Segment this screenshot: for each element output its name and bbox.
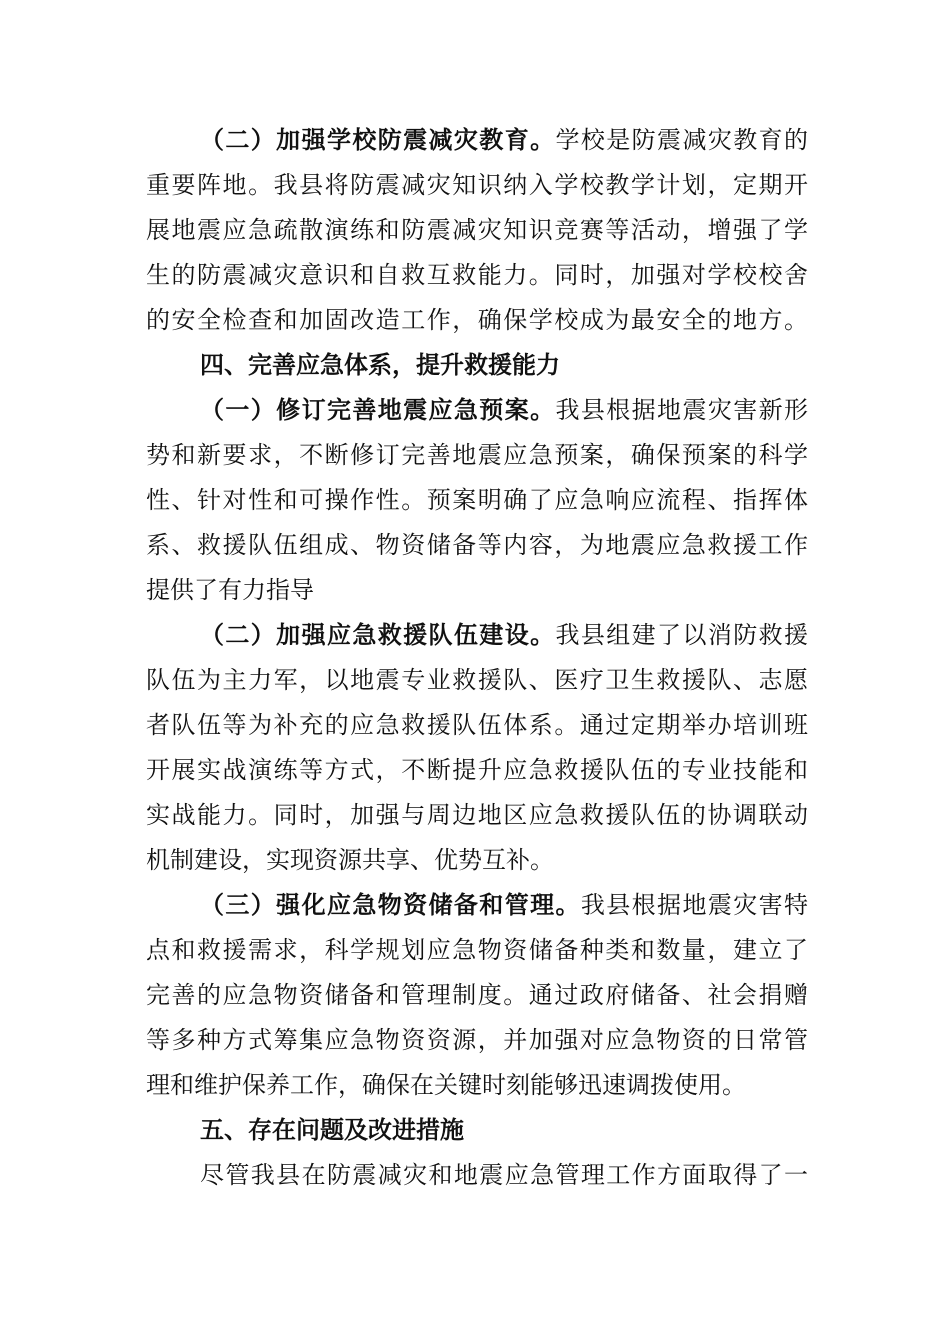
body-line: 生的防震减灾意识和自救互救能力。同时，加强对学校校舍 (146, 261, 808, 289)
subsection-title: （二）加强学校防震减灾教育。 (200, 125, 556, 154)
subsection-heading-school-education (200, 125, 808, 155)
body-line: 队伍为主力军，以地震专业救援队、医疗卫生救援队、志愿 (146, 666, 808, 694)
subsection-heading-rescue-teams (200, 620, 808, 650)
body-line: 性、针对性和可操作性。预案明确了应急响应流程、指挥体 (146, 486, 808, 514)
subsection-heading-emergency-plan (200, 395, 808, 425)
body-line: 机制建设，实现资源共享、优势互补。 (146, 846, 554, 874)
body-line: 理和维护保养工作，确保在关键时刻能够迅速调拨使用。 (146, 1071, 746, 1099)
body-text: 我县根据地震灾害新形 (555, 396, 808, 424)
body-text: 我县根据地震灾害特 (580, 891, 808, 919)
body-line: 展地震应急疏散演练和防震减灾知识竞赛等活动，增强了学 (146, 216, 808, 244)
body-text: 我县组建了以消防救援 (555, 621, 808, 649)
subsection-title: （三）强化应急物资储备和管理。 (200, 890, 581, 919)
body-line: 的安全检查和加固改造工作，确保学校成为最安全的地方。 (146, 306, 808, 334)
body-line: 点和救援需求，科学规划应急物资储备种类和数量，建立了 (146, 936, 808, 964)
body-line: 实战能力。同时，加强与周边地区应急救援队伍的协调联动 (146, 801, 808, 829)
body-line: 者队伍等为补充的应急救援队伍体系。通过定期举办培训班 (146, 711, 808, 739)
body-line: 系、救援队伍组成、物资储备等内容，为地震应急救援工作 (146, 531, 808, 559)
body-line: 开展实战演练等方式，不断提升应急救援队伍的专业技能和 (146, 756, 808, 784)
body-line: 尽管我县在防震减灾和地震应急管理工作方面取得了一 (200, 1161, 808, 1189)
body-text: 学校是防震减灾教育的 (555, 126, 808, 154)
section-heading-four: 四、完善应急体系，提升救援能力 (200, 351, 560, 379)
body-line: 等多种方式筹集应急物资资源，并加强对应急物资的日常管 (146, 1026, 808, 1054)
body-line: 重要阵地。我县将防震减灾知识纳入学校教学计划，定期开 (146, 171, 808, 199)
subsection-title: （二）加强应急救援队伍建设。 (200, 620, 556, 649)
section-heading-five: 五、存在问题及改进措施 (200, 1116, 464, 1144)
body-line: 势和新要求，不断修订完善地震应急预案，确保预案的科学 (146, 441, 808, 469)
body-line: 提供了有力指导 (146, 576, 314, 604)
subsection-title: （一）修订完善地震应急预案。 (200, 395, 556, 424)
body-line: 完善的应急物资储备和管理制度。通过政府储备、社会捐赠 (146, 981, 808, 1009)
subsection-heading-supplies (200, 890, 808, 920)
